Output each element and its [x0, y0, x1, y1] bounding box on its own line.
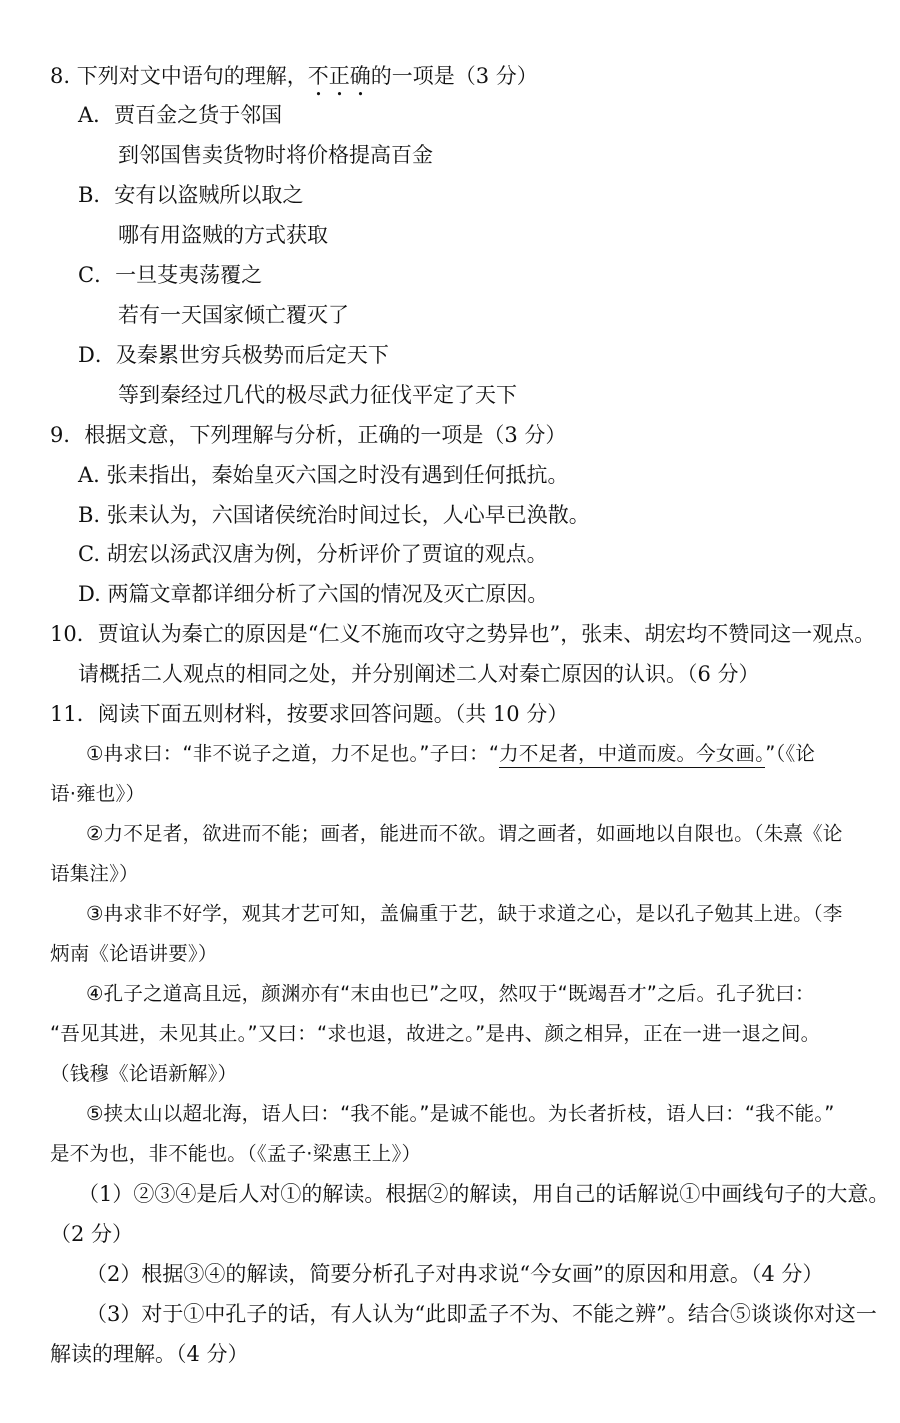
q11-material-3-source: 炳南《论语讲要》）: [50, 942, 218, 965]
q11-sub-question-1: （1）②③④是后人对①的解读。根据②的解读，用自己的话解说①中画线句子的大意。: [78, 1182, 890, 1206]
q10-line-1: 10．贾谊认为秦亡的原因是“仁义不施而攻守之势异也”，张耒、胡宏均不赞同这一观点。: [50, 622, 876, 646]
q11-material-4-line-1: ④孔子之道高且远，颜渊亦有“末由也已”之叹，然叹于“既竭吾才”之后。孔子犹曰：: [86, 982, 815, 1005]
q11-sub-question-3: （3）对于①中孔子的话，有人认为“此即孟子不为、不能之辨”。结合⑤谈谈你对这一: [86, 1302, 877, 1326]
q11-material-2-source: 语集注》）: [50, 862, 139, 885]
q11-sub-question-3-cont: 解读的理解。（4 分）: [50, 1342, 249, 1366]
q11-material-1: [86, 744, 815, 764]
q8-stem-text: 8. 下列对文中语句的理解，: [50, 64, 308, 88]
q11-material-3: ③冉求非不好学，观其才艺可知，盖偏重于艺，缺于求道之心，是以孔子勉其上进。（李: [86, 902, 843, 925]
q11-material-2: ②力不足者，欲进而不能；画者，能进而不欲。谓之画者，如画地以自限也。（朱熹《论: [86, 822, 843, 845]
q11-sub-question-1-score: （2 分）: [50, 1222, 134, 1246]
q9-option-c: C. 胡宏以汤武汉唐为例，分析评价了贾谊的观点。: [78, 542, 548, 566]
q8-option-d: D．及秦累世穷兵极势而后定天下: [78, 343, 389, 367]
material-1-source-start: ”（《论: [765, 742, 816, 765]
q11-sub-question-2: （2）根据③④的解读，简要分析孔子对冉求说“今女画”的原因和用意。（4 分）: [86, 1262, 824, 1286]
q8-option-c: C．一旦芟夷荡覆之: [78, 263, 263, 287]
q8-stem: [50, 64, 538, 101]
q8-stem-emphasis: 不正确: [307, 64, 371, 88]
q8-option-b-explanation: 哪有用盗贼的方式获取: [118, 223, 328, 247]
q8-option-a-explanation: 到邻国售卖货物时将价格提高百金: [118, 143, 433, 167]
q9-option-d: D. 两篇文章都详细分析了六国的情况及灭亡原因。: [78, 582, 549, 606]
q9-option-a: A. 张耒指出，秦始皇灭六国之时没有遇到任何抵抗。: [78, 463, 569, 487]
q11-material-4-source: （钱穆《论语新解》）: [50, 1062, 238, 1085]
q11-stem: 11．阅读下面五则材料，按要求回答问题。（共 10 分）: [50, 702, 569, 726]
q8-stem-score: 的一项是（3 分）: [370, 64, 538, 88]
q9-stem: 9．根据文意，下列理解与分析，正确的一项是（3 分）: [50, 423, 567, 447]
q8-option-b: B．安有以盗贼所以取之: [78, 183, 304, 207]
q8-option-c-explanation: 若有一天国家倾亡覆灭了: [118, 303, 349, 327]
q11-material-4-line-2: “吾见其进，未见其止。”又曰：“求也退，故进之。”是冉、颜之相异，正在一进一退之间。: [50, 1022, 821, 1045]
q9-option-b: B. 张耒认为，六国诸侯统治时间过长，人心早已涣散。: [78, 503, 590, 527]
q8-option-a: A．贾百金之货于邻国: [78, 103, 283, 127]
q8-option-d-explanation: 等到秦经过几代的极尽武力征伐平定了天下: [118, 383, 517, 407]
q11-material-5-line-2: 是不为也，非不能也。（《孟子·梁惠王上》）: [50, 1142, 422, 1165]
q11-material-1-source: 语·雍也》）: [50, 782, 146, 805]
q11-material-5-line-1: ⑤挟太山以超北海，语人曰：“我不能。”是诚不能也。为长者折枝，语人曰：“我不能。”: [86, 1102, 835, 1125]
material-1-text: ①冉求曰：“非不说子之道，力不足也。”子曰：“: [86, 742, 500, 765]
q10-line-2: 请概括二人观点的相同之处，并分别阐述二人对秦亡原因的认识。（6 分）: [78, 662, 760, 686]
material-1-underlined-sentence: 力不足者，中道而废。今女画。: [499, 742, 765, 768]
